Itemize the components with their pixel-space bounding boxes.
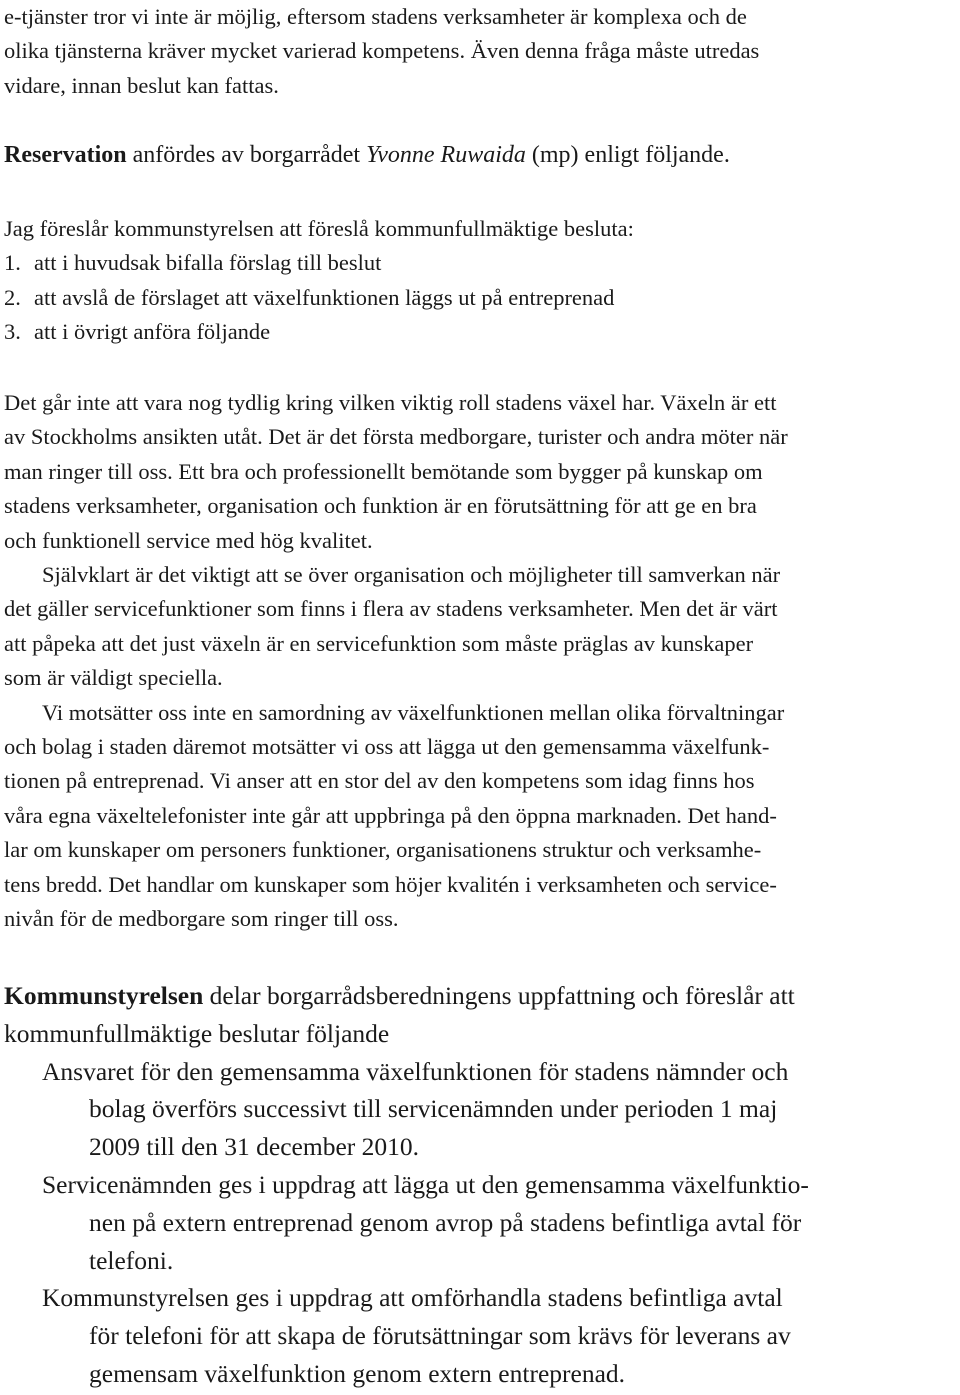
body-line: och bolag i staden däremot motsätter vi oss att lägga ut den gemensamma växelfunk- (4, 734, 770, 760)
decision-item-line: Kommunstyrelsen ges i uppdrag att omförhandla stadens befintliga avtal (42, 1283, 783, 1313)
body-line: man ringer till oss. Ett bra och professionellt bemötande som bygger på kunskap om (4, 458, 763, 484)
body-line: lar om kunskaper om personers funktioner, organisationens struktur och verksamhe- (4, 837, 762, 863)
proposal-item-number: 3. (4, 319, 21, 345)
decision-item-line: gemensam växelfunktion genom extern entreprenad. (89, 1358, 626, 1388)
proposal-item-number: 1. (4, 250, 21, 276)
body-line: tionen på entreprenad. Vi anser att en stor del av den kompetens som idag finns hos (4, 768, 755, 794)
reservation-label: Reservation (4, 142, 127, 168)
decision-line: kommunfullmäktige beslutar följande (4, 1018, 390, 1048)
proposal-item-text: att i övrigt anföra följande (34, 319, 271, 345)
proposal-item-number: 2. (4, 284, 21, 310)
body-line: av Stockholms ansikten utåt. Det är det första medborgare, turister och andra möter när (4, 424, 788, 450)
body-section (4, 386, 954, 937)
body-line: Det går inte att vara nog tydlig kring vilken viktig roll stadens växel har. Växeln är ett (4, 390, 777, 415)
proposal-item (4, 281, 954, 315)
body-line: och funktionell service med hög kvalitet. (4, 527, 373, 553)
body-line: det gäller servicefunktioner som finns i flera av stadens verksamheter. Men det är värt (4, 596, 778, 622)
proposal-item (4, 246, 954, 280)
intro-line: vidare, innan beslut kan fattas. (4, 72, 279, 98)
proposal-item (4, 315, 954, 349)
decision-label: Kommunstyrelsen (4, 981, 204, 1010)
decision-item-line: Ansvaret för den gemensamma växelfunktionen för stadens nämnder och (42, 1056, 789, 1086)
decision-item-line: Servicenämnden ges i uppdrag att lägga ut den gemensamma växelfunktio- (42, 1169, 809, 1199)
proposal-item-text: att i huvudsak bifalla förslag till beslut (34, 250, 382, 276)
body-line: tens bredd. Det handlar om kunskaper som höjer kvalitén i verksamheten och service- (4, 871, 777, 897)
body-line: som är väldigt speciella. (4, 665, 223, 691)
decision-item-line: nen på extern entreprenad genom avrop på stadens befintliga avtal för (89, 1207, 802, 1237)
reservation-person: Yvonne Ruwaida (366, 142, 526, 168)
decision-item-line: telefoni. (89, 1245, 174, 1275)
decision-item (4, 1279, 954, 1392)
body-line: våra egna växeltelefonister inte går att uppbringa på den öppna marknaden. Det hand- (4, 802, 777, 828)
decision-item-line: för telefoni för att skapa de förutsättningar som krävs för leverans av (89, 1321, 791, 1351)
proposal-section (4, 212, 954, 350)
body-line: nivån för de medborgare som ringer till oss. (4, 906, 399, 932)
body-line: att påpeka att det just växeln är en servicefunktion som måste präglas av kunskaper (4, 630, 754, 656)
reservation-paragraph (4, 138, 954, 172)
intro-line: e-tjänster tror vi inte är möjlig, eftersom stadens verksamheter är komplexa och de (4, 4, 747, 29)
decision-item-line: 2009 till den 31 december 2010. (89, 1132, 420, 1162)
decision-item (4, 1053, 954, 1166)
intro-paragraph (4, 0, 954, 103)
decision-item-line: bolag överförs successivt till servicenämnden under perioden 1 maj (89, 1094, 778, 1124)
decision-text: delar borgarrådsberedningens uppfattning och föreslår att (203, 981, 795, 1010)
proposal-item-text: att avslå de förslaget att växelfunktionen läggs ut på entreprenad (34, 284, 615, 310)
body-line: Självklart är det viktigt att se över organisation och möjligheter till samverkan när (42, 562, 781, 588)
decision-item (4, 1166, 954, 1279)
body-line: Vi motsätter oss inte en samordning av växelfunktionen mellan olika förvaltningar (42, 699, 785, 725)
intro-line: olika tjänsterna kräver mycket varierad kompetens. Även denna fråga måste utredas (4, 38, 760, 64)
proposal-heading: Jag föreslår kommunstyrelsen att föreslå kommunfullmäktige besluta: (4, 216, 634, 241)
reservation-party: (mp) enligt följande. (525, 142, 730, 168)
decision-section (4, 977, 954, 1393)
reservation-text: anfördes av borgarrådet (126, 142, 367, 168)
body-line: stadens verksamheter, organisation och funktion är en förutsättning för att ge en bra (4, 493, 757, 519)
